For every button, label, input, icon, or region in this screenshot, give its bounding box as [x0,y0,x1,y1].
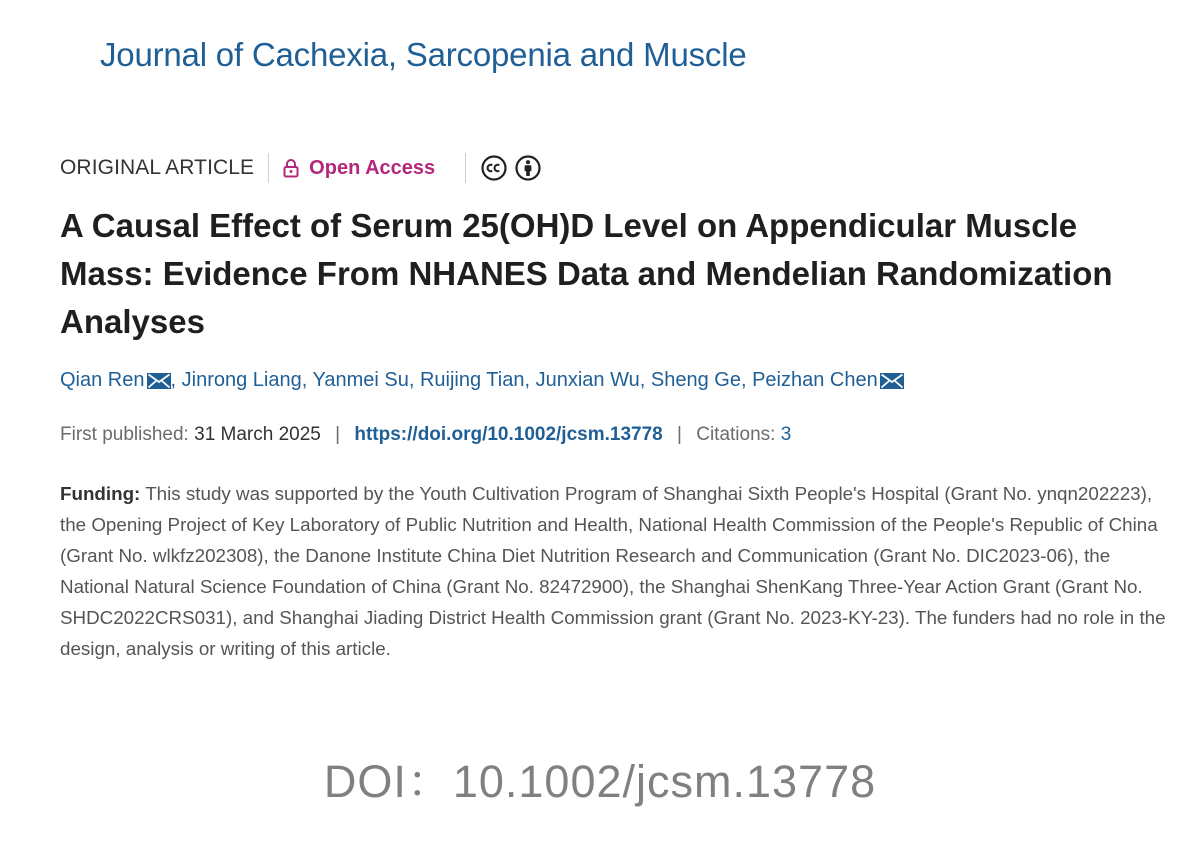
doi-link[interactable]: https://doi.org/10.1002/jcsm.13778 [354,424,663,445]
first-published-label: First published: [60,424,189,445]
funding-label: Funding: [60,483,141,504]
attribution-icon [514,154,542,182]
doi-caption: DOI：10.1002/jcsm.13778 [323,756,877,807]
author-jinrong-liang[interactable]: Jinrong Liang [181,369,302,391]
author-peizhan-chen[interactable] [752,369,904,391]
author-separator: , [524,369,536,391]
meta-divider [268,153,269,183]
info-separator: | [677,424,682,445]
citations-count[interactable]: 3 [780,424,792,445]
author-ruijing-tian[interactable]: Ruijing Tian [419,369,525,391]
mail-icon[interactable] [880,373,904,389]
author-sheng-ge[interactable]: Sheng Ge [650,369,741,391]
creative-commons-icon [480,154,508,182]
publication-info [60,424,791,446]
open-access-label: Open Access [309,156,436,179]
author-name: Qian Ren [60,369,145,391]
citations-label: Citations: [696,424,776,445]
author-separator: , [408,369,420,391]
meta-divider [465,153,466,183]
journal-title[interactable]: Journal of Cachexia, Sarcopenia and Muscle [100,36,747,73]
funding-text: This study was supported by the Youth Cultivation Program of Shanghai Sixth People's Hospital (Grant No. ynqn202223), the Opening Project of Key Laboratory of Public Nutrition and Health, National Health Commission of the People's Republic of China (Grant No. wlkfz202308), the Danone Institute China Diet Nutrition Research and Communication (Grant No. DIC2023-06), the National Natural Science Foundation of China (Grant No. 82472900), the Shanghai ShenKang Three-Year Action Grant (Grant No. SHDC2022CRS031), and Shanghai Jiading District Health Commission grant (Grant No. 2023-KY-23). The funders had no role in the design, analysis or writing of this article. [60,483,1166,659]
funding-statement [60,478,1170,664]
lock-icon [283,158,299,178]
open-access-badge[interactable] [283,157,435,180]
author-separator: , [170,369,182,391]
author-yanmei-su[interactable]: Yanmei Su [312,369,409,391]
article-meta-row [60,152,548,184]
author-junxian-wu[interactable]: Junxian Wu [535,369,640,391]
author-list [60,369,904,392]
author-name: Peizhan Chen [752,369,878,391]
mail-icon[interactable] [147,373,171,389]
author-qian-ren[interactable] [60,369,171,391]
author-separator: , [740,369,753,391]
article-title: A Causal Effect of Serum 25(OH)D Level on Appendicular Muscle Mass: Evidence From NHANES Data and Mendelian Randomization Analyses [60,207,1113,340]
license-icons[interactable] [480,154,548,182]
article-type-label: ORIGINAL ARTICLE [60,156,255,179]
publication-date: 31 March 2025 [194,424,321,445]
author-separator: , [639,369,651,391]
author-separator: , [301,369,313,391]
info-separator: | [335,424,341,445]
